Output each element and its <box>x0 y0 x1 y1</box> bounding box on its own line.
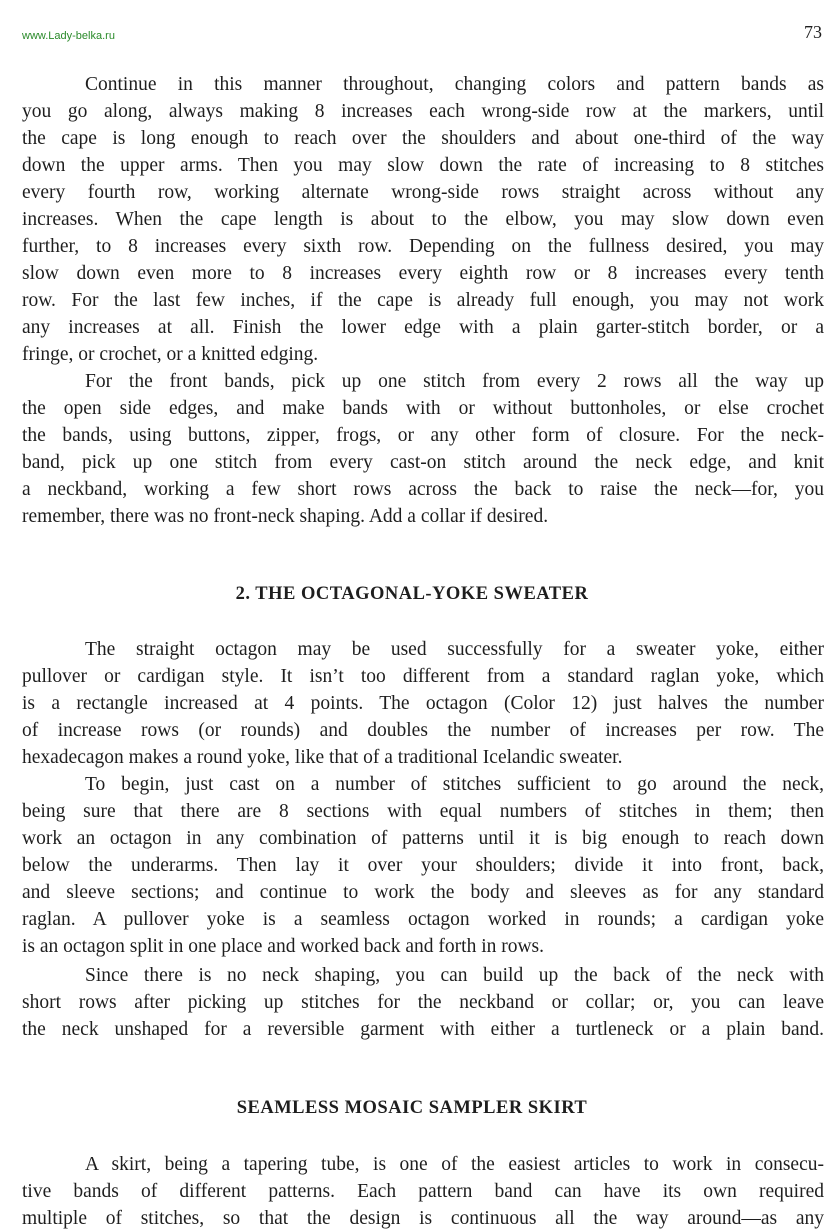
paragraph-line: you go along, always making 8 increases each wrong-side row at the markers, until <box>22 101 824 122</box>
paragraph-line: down the upper arms. Then you may slow down the rate of increasing to 8 stitches <box>22 155 824 176</box>
paragraph-line: To begin, just cast on a number of stitches sufficient to go around the neck, <box>85 774 824 795</box>
paragraph-line: further, to 8 increases every sixth row. Depending on the fullness desired, you may <box>22 236 824 257</box>
paragraph-line: For the front bands, pick up one stitch from every 2 rows all the way up <box>85 371 824 392</box>
paragraph-line: A skirt, being a tapering tube, is one of the easiest articles to work in consecu- <box>85 1154 824 1175</box>
paragraph-line: Continue in this manner throughout, changing colors and pattern bands as <box>85 74 824 95</box>
paragraph-line: a neckband, working a few short rows across the back to raise the neck—for, you <box>22 479 824 500</box>
paragraph-line: fringe, or crochet, or a knitted edging. <box>22 344 319 365</box>
paragraph-line: the bands, using buttons, zipper, frogs, or any other form of closure. For the neck- <box>22 425 824 446</box>
watermark: www.Lady-belka.ru <box>22 30 115 42</box>
paragraph-line: below the underarms. Then lay it over your shoulders; divide it into front, back, <box>22 855 824 876</box>
paragraph-line: the open side edges, and make bands with or without buttonholes, or else crochet <box>22 398 824 419</box>
paragraph-line: of increase rows (or rounds) and doubles the number of increases per row. The <box>22 720 824 741</box>
paragraph-line: multiple of stitches, so that the design is continuous all the way around—as any <box>22 1208 824 1229</box>
section-heading-mosaic-skirt: SEAMLESS MOSAIC SAMPLER SKIRT <box>236 1098 588 1118</box>
paragraph-line: being sure that there are 8 sections with equal numbers of stitches in them; then <box>22 801 824 822</box>
paragraph-line: row. For the last few inches, if the cape is already full enough, you may not work <box>22 290 824 311</box>
paragraph-line: short rows after picking up stitches for the neckband or collar; or, you can leave <box>22 992 824 1013</box>
paragraph-line: the neck unshaped for a reversible garment with either a turtleneck or a plain band. <box>22 1019 824 1040</box>
paragraph-line: tive bands of different patterns. Each pattern band can have its own required <box>22 1181 824 1202</box>
paragraph-line: is a rectangle increased at 4 points. The octagon (Color 12) just halves the number <box>22 693 824 714</box>
paragraph-line: The straight octagon may be used successfully for a sweater yoke, either <box>85 639 824 660</box>
paragraph-line: hexadecagon makes a round yoke, like that of a traditional Icelandic sweater. <box>22 747 623 768</box>
paragraph-line: band, pick up one stitch from every cast-on stitch around the neck edge, and knit <box>22 452 824 473</box>
paragraph-line: pullover or cardigan style. It isn’t too different from a standard raglan yoke, which <box>22 666 824 687</box>
paragraph-line: Since there is no neck shaping, you can build up the back of the neck with <box>85 965 824 986</box>
section-heading-octagonal-yoke: 2. THE OCTAGONAL-YOKE SWEATER <box>235 584 589 604</box>
paragraph-line: work an octagon in any combination of patterns until it is big enough to reach down <box>22 828 824 849</box>
paragraph-line: raglan. A pullover yoke is a seamless octagon worked in rounds; a cardigan yoke <box>22 909 824 930</box>
paragraph-line: is an octagon split in one place and worked back and forth in rows. <box>22 936 545 957</box>
page-number: 73 <box>804 22 822 42</box>
paragraph-line: every fourth row, working alternate wrong-side rows straight across without any <box>22 182 824 203</box>
paragraph-line: any increases at all. Finish the lower edge with a plain garter-stitch border, or a <box>22 317 824 338</box>
paragraph-line: increases. When the cape length is about to the elbow, you may slow down even <box>22 209 824 230</box>
paragraph-line: and sleeve sections; and continue to work the body and sleeves as for any standard <box>22 882 824 903</box>
paragraph-line: slow down even more to 8 increases every eighth row or 8 increases every tenth <box>22 263 824 284</box>
paragraph-line: remember, there was no front-neck shaping. Add a collar if desired. <box>22 506 549 527</box>
paragraph-line: the cape is long enough to reach over the shoulders and about one-third of the way <box>22 128 824 149</box>
